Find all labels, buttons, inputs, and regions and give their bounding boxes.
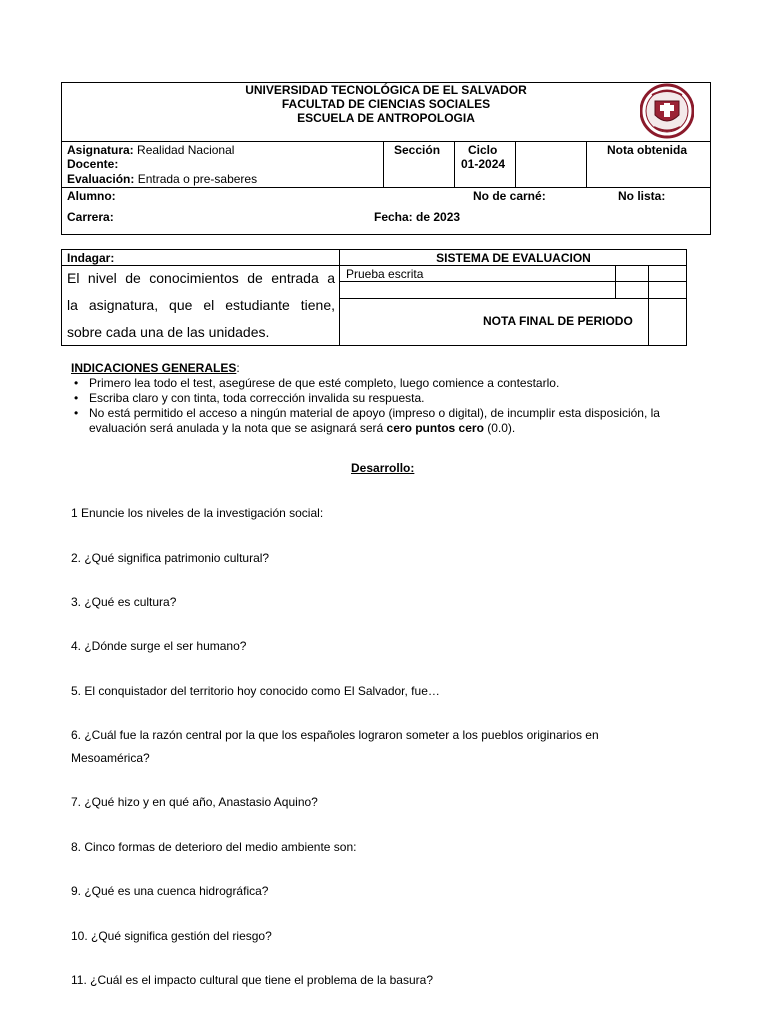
question: 6. ¿Cuál fue la razón central por la que los españoles lograron someter a los pueblos originarios en — [71, 728, 599, 742]
evaluacion-label: Evaluación: — [67, 172, 135, 186]
question: 8. Cinco formas de deterioro del medio ambiente son: — [71, 840, 357, 854]
fecha-label: Fecha: de 2023 — [374, 210, 461, 224]
question: 7. ¿Qué hizo y en qué año, Anastasio Aquino? — [71, 795, 318, 809]
carne-label: No de carné: — [473, 189, 546, 203]
question: 11. ¿Cuál es el impacto cultural que tiene el problema de la basura? — [71, 973, 433, 987]
desarrollo-title: Desarrollo: — [351, 461, 415, 475]
asignatura-value: Realidad Nacional — [137, 143, 235, 157]
asignatura-row — [67, 143, 234, 157]
col-divider — [586, 141, 587, 187]
alumno-label: Alumno: — [67, 189, 116, 203]
question: 10. ¿Qué significa gestión del riesgo? — [71, 929, 272, 943]
ciclo-value: 01-2024 — [461, 157, 506, 171]
question: 5. El conquistador del territorio hoy conocido como El Salvador, fue… — [71, 684, 440, 698]
ciclo-label: Ciclo — [468, 143, 498, 157]
col-divider — [454, 141, 455, 187]
indagar-text — [67, 265, 335, 346]
prueba-escrita-label: Prueba escrita — [346, 267, 424, 281]
asignatura-label: Asignatura: — [67, 143, 134, 157]
col-divider — [515, 141, 516, 187]
indagar-label: Indagar: — [67, 251, 115, 265]
nota-final-label: NOTA FINAL DE PERIODO — [483, 314, 633, 328]
carrera-label: Carrera: — [67, 210, 114, 224]
question: 1 Enuncie los niveles de la investigación social: — [71, 506, 324, 520]
evaluacion-value: Entrada o pre-saberes — [137, 172, 258, 186]
docente-label: Docente: — [67, 157, 119, 171]
list-item: • Escriba claro y con tinta, toda corrección invalida su respuesta. — [71, 391, 711, 406]
sistema-col-divider — [615, 265, 616, 298]
university-name: UNIVERSIDAD TECNOLÓGICA DE EL SALVADOR — [245, 83, 527, 97]
question: 2. ¿Qué significa patrimonio cultural? — [71, 551, 270, 565]
seccion-label: Sección — [394, 143, 441, 157]
sistema-row-divider — [339, 298, 687, 299]
sistema-col-divider — [648, 265, 649, 346]
indagar-line: sobre cada una de las unidades. — [67, 324, 270, 340]
list-item: • No está permitido el acceso a ningún material de apoyo (impreso o digital), de incumplir esta disposición, la evaluación será anulada y la nota que se asignará será cero puntos cero (0.0). — [71, 406, 711, 436]
sistema-row-divider — [339, 281, 687, 282]
university-seal-icon — [640, 83, 694, 139]
list-item: • Primero lea todo el test, asegúrese de que esté completo, luego comience a contestarlo. — [71, 376, 711, 391]
school-name: ESCUELA DE ANTROPOLOGIA — [297, 111, 475, 125]
question: 9. ¿Qué es una cuenca hidrográfica? — [71, 884, 269, 898]
col-divider — [383, 141, 384, 187]
question: 3. ¿Qué es cultura? — [71, 595, 177, 609]
header-divider — [61, 141, 711, 142]
row-divider-alumno — [61, 187, 711, 188]
page-title — [62, 83, 710, 125]
faculty-name: FACULTAD DE CIENCIAS SOCIALES — [281, 97, 491, 111]
lista-label: No lista: — [618, 189, 666, 203]
sistema-title: SISTEMA DE EVALUACION — [436, 251, 591, 265]
evaluacion-row — [67, 172, 257, 186]
question: Mesoamérica? — [71, 751, 150, 765]
question: 4. ¿Dónde surge el ser humano? — [71, 639, 247, 653]
nota-obtenida-label: Nota obtenida — [607, 143, 687, 157]
indicaciones-title: INDICACIONES GENERALES: — [71, 361, 240, 375]
indagar-line: la asignatura, que el estudiante tiene, — [67, 297, 335, 313]
indicaciones-list — [71, 376, 711, 436]
indagar-line: El nivel de conocimientos de entrada a — [67, 270, 335, 286]
